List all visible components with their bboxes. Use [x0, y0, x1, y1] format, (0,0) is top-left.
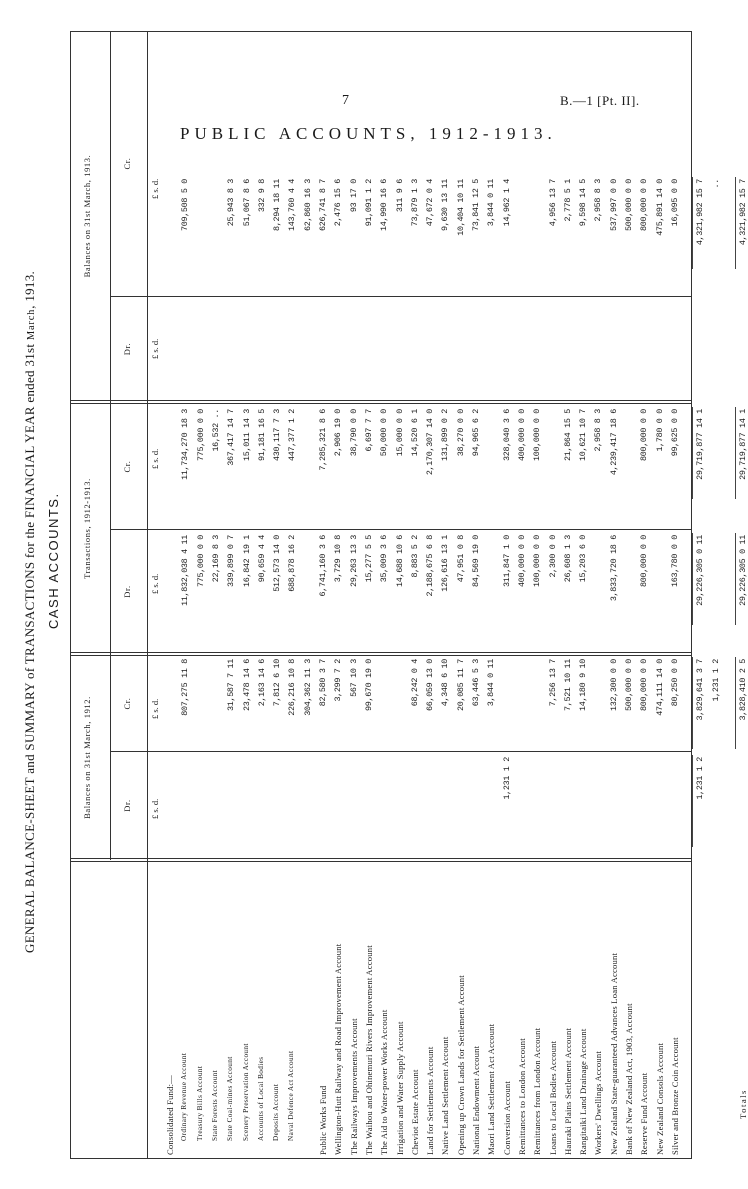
table-row-label: [242, 853, 250, 1141]
table-row-label: [440, 867, 450, 1155]
table-row-label: [226, 853, 234, 1141]
table-cell-c1cr: 82,580 3 7: [318, 659, 328, 707]
rule-trans-split: [110, 529, 692, 530]
table-cell-c2cr: 400,000 0 0: [516, 409, 527, 461]
table-cell-c3cr: 475,891 14 0: [654, 179, 665, 236]
table-cell-c2cr: 15,011 14 3: [241, 409, 252, 461]
statement-title-part-a: GENERAL BALANCE-SHEET and SUMMARY of TRANSACTIONS for the FINANCIAL YEAR ended 31st: [22, 340, 37, 953]
table-cell-c2cr: 10,621 10 7: [578, 409, 589, 461]
table-row-label: [272, 853, 280, 1141]
table-cell-c1cr: 567 10 3: [348, 659, 359, 697]
table-cell-c1cr: 7,256 13 7: [547, 659, 558, 707]
table-cell-c1dr: 1,231 1 2: [501, 757, 512, 800]
table-row-label: [548, 867, 558, 1155]
table-row-label: [593, 867, 603, 1155]
table-row-label: [425, 867, 435, 1155]
table-cell-c2dr: 14,688 10 6: [394, 535, 405, 587]
table-cell-c2dr: 16,842 19 1: [241, 535, 252, 587]
table-cell-c2cr: 6,697 7 7: [363, 409, 374, 452]
table-cell-c2cr: 2,170,307 14 0: [425, 409, 436, 476]
table-cell-c1cr: 474,111 14 0: [654, 659, 665, 716]
row-label-text: Native Land Settlement Account: [440, 1036, 451, 1155]
table-cell-c2dr: 775,000 0 0: [195, 535, 206, 587]
table-cell-c2dr: 311,847 1 0: [501, 535, 512, 587]
subtotal-cell-c1dr: 1,231 1 2: [695, 757, 706, 800]
table-cell-c2cr: 2,958 8 3: [593, 409, 604, 452]
table-cell-c2dr: 15,203 6 0: [578, 535, 589, 583]
row-label-text: The Aid to Water-power Works Account: [379, 1009, 390, 1155]
table-row-label: [364, 867, 374, 1155]
table-row-label: [502, 867, 512, 1155]
table-row-label: [303, 853, 311, 1141]
table-row-label: [517, 867, 527, 1155]
totals-rule: [735, 177, 736, 269]
table-cell-c1cr: 7,521 10 11: [562, 659, 573, 711]
totals-label: Totals: [737, 1089, 748, 1119]
row-label-text: Deposits Account: [272, 1083, 281, 1141]
table-cell-c2cr: 14,520 6 1: [409, 409, 420, 457]
table-row-label: [532, 867, 542, 1155]
table-cell-c3cr: 800,000 0 0: [639, 179, 650, 231]
row-label-text: Wellington-Hutt Railway and Road Improvement Account: [333, 943, 344, 1155]
table-cell-c3cr: 332 9 8: [256, 179, 267, 213]
row-label-text: Loans to Local Bodies Account: [547, 1040, 558, 1155]
totals-cell-c3cr: 4,321,982 15 7: [737, 179, 748, 246]
table-cell-c1cr: 132,300 0 0: [608, 659, 619, 711]
table-cell-c1cr: 4,348 6 10: [440, 659, 451, 707]
table-cell-c3cr: 4,956 13 7: [547, 179, 558, 227]
table-row-label: [486, 867, 496, 1155]
table-cell-c2dr: 688,878 16 2: [287, 535, 298, 592]
table-cell-c2cr: 50,000 0 0: [379, 409, 390, 457]
subtotal-rule: [692, 407, 693, 499]
table-cell-c2cr: 1,780 0 0: [654, 409, 665, 452]
subtotal-cell-c2cr: 29,719,877 14 1: [695, 409, 706, 480]
table-cell-c3cr: 51,067 8 6: [241, 179, 252, 227]
table-cell-c2dr: 35,009 3 6: [379, 535, 390, 583]
table-row-label: [471, 867, 481, 1155]
totals-cell-c2dr: 29,226,305 0 11: [737, 535, 748, 606]
statement-title: [22, 271, 38, 953]
row-label-text: Ordinary Revenue Account: [180, 1052, 189, 1141]
table-cell-c2cr: 91,181 16 5: [256, 409, 267, 461]
table-cell-c2cr: 38,270 0 0: [455, 409, 466, 457]
table-cell-c1cr: 807,275 11 8: [180, 659, 191, 716]
row-label-text: Workers' Dwellings Account: [593, 1051, 604, 1155]
table-cell-c3cr: 73,879 1 3: [409, 179, 420, 227]
row-label-text: Bank of New Zealand Act, 1903, Account: [624, 1003, 634, 1155]
page-number: 7: [342, 93, 349, 108]
subtotal2-cell-c1cr: 1,231 1 2: [710, 659, 721, 702]
table-row-label: [196, 853, 204, 1141]
table-cell-c3cr: 3,844 0 11: [486, 179, 497, 227]
table-cell-c1cr: 66,059 13 0: [425, 659, 436, 711]
table-row-label: [563, 867, 573, 1155]
table-cell-c2dr: 163,780 0 0: [669, 535, 680, 587]
table-cell-c2dr: 800,000 0 0: [639, 535, 650, 587]
table-cell-c1cr: 3,299 7 2: [333, 659, 344, 702]
table-cell-c3cr: 14,990 16 6: [379, 179, 390, 231]
table-cell-c2cr: 367,417 14 7: [226, 409, 237, 466]
statement-title-part-c: , 1913.: [22, 270, 37, 309]
table-cell-c2cr: 38,790 0 0: [348, 409, 359, 457]
table-row-label: [578, 867, 588, 1155]
table-row-label: [211, 853, 219, 1141]
table-row-label: [655, 867, 665, 1155]
row-label-text: Consolidated Fund:—: [165, 1075, 175, 1155]
subheader-dr-1913: Dr.: [122, 342, 132, 356]
table-cell-c3cr: 709,508 5 0: [180, 179, 191, 231]
table-cell-c2dr: 15,277 5 5: [363, 535, 374, 583]
rule-bal1913-split: [110, 296, 692, 297]
page-header-title: PUBLIC ACCOUNTS, 1912-1913.: [180, 124, 557, 143]
table-cell-c2cr: 94,965 6 2: [471, 409, 481, 457]
rule-label-col: [70, 858, 692, 862]
row-label-text: [303, 1139, 311, 1141]
row-label-text: Treasury Bills Account: [195, 1065, 204, 1141]
table-cell-c2dr: 8,883 5 2: [409, 535, 420, 578]
row-label-text: The Waihou and Ohinemuri Rivers Improvement Account: [363, 945, 374, 1155]
row-label-text: National Endowment Account: [471, 1045, 481, 1155]
row-label-text: Accounts of Local Bodies: [256, 1056, 265, 1141]
totals-rule: [735, 657, 736, 749]
table-cell-c1cr: 304,362 11 3: [302, 659, 313, 716]
subtotal-cell-c1cr: 3,829,641 3 7: [695, 659, 706, 721]
rule-trans-end: [70, 400, 692, 404]
row-label-text: Scenery Preservation Account: [241, 1043, 250, 1141]
table-cell-c3cr: 9,598 14 5: [578, 179, 589, 227]
table-cell-c3cr: 311 9 6: [394, 179, 405, 213]
table-cell-c1cr: 68,242 0 4: [409, 659, 420, 707]
row-label-text: State Forests Account: [210, 1069, 219, 1141]
col-header-transactions: Transactions, 1912-1913.: [82, 478, 92, 579]
table-row-label: [609, 867, 619, 1155]
table-cell-c3cr: 626,741 8 7: [318, 179, 328, 231]
table-row-label: [349, 867, 359, 1155]
table-cell-c2dr: 2,300 0 0: [547, 535, 558, 578]
table-cell-c3cr: 2,476 15 6: [333, 179, 344, 227]
table-cell-c2cr: 131,899 0 2: [440, 409, 451, 461]
table-cell-c2cr: 100,000 0 0: [532, 409, 543, 461]
lsd-header-dr-1913: £ s. d.: [150, 338, 160, 359]
table-row-label: [257, 853, 265, 1141]
table-cell-c2cr: 7,285,321 8 6: [318, 409, 328, 471]
totals-cell-c2cr: 29,719,877 14 1: [737, 409, 748, 480]
row-label-text: Public Works Fund: [318, 1085, 328, 1155]
statement-title-part-b: March: [26, 308, 37, 341]
row-label-text: Reserve Fund Account: [639, 1072, 650, 1155]
table-cell-c1cr: 14,180 9 10: [578, 659, 589, 711]
table-cell-c2dr: 47,951 0 8: [455, 535, 466, 583]
table-cell-c3cr: 143,760 4 4: [287, 179, 298, 231]
table-cell-c2cr: 430,117 7 3: [272, 409, 283, 461]
subtotal-rule: [692, 755, 693, 847]
row-label-text: Remittances from London Account: [532, 1027, 543, 1155]
table-cell-c2dr: 3,729 10 8: [333, 535, 344, 583]
totals-rule: [735, 533, 736, 625]
table-cell-c1cr: 500,000 0 0: [624, 659, 634, 711]
row-label-text: Rangitaiki Land Drainage Account: [578, 1028, 589, 1155]
row-label-text: State Coal-mines Account: [226, 1056, 235, 1141]
row-label-text: Opening up Crown Lands for Settlement Account: [455, 975, 466, 1155]
table-cell-c2cr: 16,532 ..: [210, 409, 221, 452]
table-top-rule: [70, 31, 71, 1159]
row-label-text: Conversion Account: [501, 1080, 512, 1155]
table-cell-c3cr: 62,860 16 3: [302, 179, 313, 231]
table-cell-c3cr: 10,404 10 11: [455, 179, 466, 236]
row-label-text: The Railways Improvements Account: [348, 1018, 359, 1155]
table-cell-c1cr: 800,000 0 0: [639, 659, 650, 711]
subtotal-rule: [692, 177, 693, 269]
table-cell-c2cr: 2,906 19 0: [333, 409, 344, 457]
table-row-label: [456, 867, 466, 1155]
row-label-text: Cheviot Estate Account: [409, 1069, 420, 1155]
subtotal-rule: [692, 657, 693, 749]
table-cell-c2dr: 29,263 13 3: [348, 535, 359, 587]
col-header-bal1912: Balances on 31st March, 1912.: [82, 696, 92, 819]
col-header-bal1913: Balances on 31st March, 1913.: [82, 154, 92, 278]
rule-group-header: [110, 31, 111, 860]
table-cell-c1cr: 226,216 10 8: [287, 659, 298, 716]
rule-bal1912-split: [110, 751, 692, 752]
table-cell-c1cr: 20,085 11 7: [455, 659, 466, 711]
subtotal-cell-c2dr: 29,226,305 0 11: [695, 535, 706, 606]
subheader-dr-1912: Dr.: [122, 799, 132, 812]
table-row-label: [165, 867, 175, 1155]
table-cell-c2dr: 512,573 14 0: [272, 535, 283, 592]
table-cell-c1cr: 99,670 19 0: [363, 659, 374, 711]
table-cell-c3cr: 537,997 0 0: [608, 179, 619, 231]
table-cell-c3cr: 73,841 12 5: [471, 179, 481, 231]
table-row-label: [670, 867, 680, 1155]
table-row-label: [639, 867, 649, 1155]
lsd-header-dr-trans: £ s. d.: [150, 573, 160, 594]
rule-header-bottom: [147, 31, 148, 1159]
table-cell-c2cr: 328,040 3 6: [501, 409, 512, 461]
table-cell-c2cr: 447,377 1 2: [287, 409, 298, 461]
rule-bal1912-end: [70, 652, 692, 656]
table-cell-c3cr: 14,962 1 4: [501, 179, 512, 227]
table-row-label: [410, 867, 420, 1155]
report-reference: B.—1 [Pt. II].: [560, 93, 640, 108]
row-label-text: Land for Settlements Account: [425, 1046, 436, 1155]
table-cell-c2dr: 400,000 0 0: [516, 535, 527, 587]
table-cell-c3cr: 500,000 0 0: [624, 179, 634, 231]
table-cell-c1cr: 3,844 0 11: [486, 659, 497, 707]
table-cell-c2cr: 15,000 0 0: [394, 409, 405, 457]
table-cell-c2dr: 339,899 0 7: [226, 535, 237, 587]
table-row-label: [333, 867, 343, 1155]
subheader-cr-1912: Cr.: [122, 697, 132, 710]
table-cell-c2cr: 99,625 0 0: [669, 409, 680, 457]
table-cell-c1cr: 7,812 6 10: [272, 659, 283, 707]
lsd-header-cr-trans: £ s. d.: [150, 448, 160, 469]
table-cell-c2dr: 11,832,038 4 11: [180, 535, 191, 606]
lsd-header-cr-1913: £ s. d.: [150, 178, 160, 199]
row-label-text: Naval Defence Act Account: [287, 1050, 296, 1141]
table-row-label: [180, 853, 188, 1141]
table-cell-c2dr: 26,608 1 3: [562, 535, 573, 583]
table-cell-c3cr: 47,672 0 4: [425, 179, 436, 227]
table-cell-c2dr: 100,000 0 0: [532, 535, 543, 587]
subheader-cr-1913: Cr.: [122, 157, 132, 170]
table-cell-c2cr: 800,000 0 0: [639, 409, 650, 461]
table-cell-c3cr: 91,091 1 2: [363, 179, 374, 227]
table-cell-c2cr: 4,239,417 18 6: [608, 409, 619, 476]
table-cell-c1cr: 23,478 14 6: [241, 659, 252, 711]
table-right-rule: [70, 31, 692, 32]
row-label-text: New Zealand Consols Account: [654, 1042, 665, 1155]
table-cell-c1cr: 63,446 5 3: [471, 659, 481, 707]
table-cell-c3cr: 2,958 8 3: [593, 179, 604, 222]
subheader-dr-trans: Dr.: [122, 585, 132, 598]
table-cell-c1cr: 2,163 14 6: [256, 659, 267, 707]
table-row-label: [624, 867, 634, 1155]
subtotal-cell-c3cr: 4,321,982 15 7: [695, 179, 706, 246]
table-left-rule: [70, 1158, 692, 1159]
totals-cell-c1cr: 3,828,410 2 5: [737, 659, 748, 721]
table-cell-c2dr: 3,833,720 18 6: [608, 535, 619, 602]
table-row-label: [318, 867, 328, 1155]
table-cell-c3cr: 2,778 5 1: [562, 179, 573, 222]
table-cell-c2dr: 6,741,160 3 6: [318, 535, 328, 597]
lsd-header-dr-1912: £ s. d.: [150, 798, 160, 819]
table-cell-c2dr: 90,659 4 4: [256, 535, 267, 583]
table-row-label: [395, 867, 405, 1155]
table-cell-c2dr: 2,188,675 6 8: [425, 535, 436, 597]
table-cell-c3cr: 9,630 13 11: [440, 179, 451, 231]
row-label-text: Hauraki Plains Settlement Account: [562, 1027, 573, 1155]
subtotal2-cell-c3cr: ..: [710, 179, 721, 189]
table-cell-c2cr: 21,864 15 5: [562, 409, 573, 461]
accounts-table: [70, 31, 748, 1159]
subtotal-rule: [692, 533, 693, 625]
table-cell-c2dr: 22,169 8 3: [210, 535, 221, 583]
row-label-text: Irrigation and Water Supply Account: [394, 1021, 405, 1155]
table-cell-c2dr: 84,569 19 0: [471, 535, 481, 587]
table-cell-c2cr: 11,734,270 18 3: [180, 409, 191, 480]
table-row-label: [287, 853, 295, 1141]
row-label-text: Silver and Bronze Coin Account: [669, 1037, 680, 1155]
table-cell-c3cr: 25,943 8 3: [226, 179, 237, 227]
table-cell-c1cr: 80,250 0 0: [669, 659, 680, 707]
row-label-text: Maori Land Settlement Act Account: [486, 1023, 497, 1155]
section-title: CASH ACCOUNTS.: [46, 492, 61, 629]
lsd-header-cr-1912: £ s. d.: [150, 698, 160, 719]
row-label-text: Remittances to London Account: [516, 1038, 527, 1155]
totals-rule: [735, 407, 736, 499]
table-cell-c3cr: 8,294 18 11: [272, 179, 283, 231]
table-cell-c3cr: 16,095 0 0: [669, 179, 680, 227]
table-cell-c2dr: 126,616 13 1: [440, 535, 451, 592]
table-cell-c2cr: 775,000 0 0: [195, 409, 206, 461]
subheader-cr-trans: Cr.: [122, 460, 132, 473]
table-row-label: [379, 867, 389, 1155]
table-cell-c3cr: 93 17 0: [348, 179, 359, 213]
table-cell-c1cr: 31,587 7 11: [226, 659, 237, 711]
row-label-text: New Zealand State-guaranteed Advances Loan Account: [608, 952, 619, 1155]
